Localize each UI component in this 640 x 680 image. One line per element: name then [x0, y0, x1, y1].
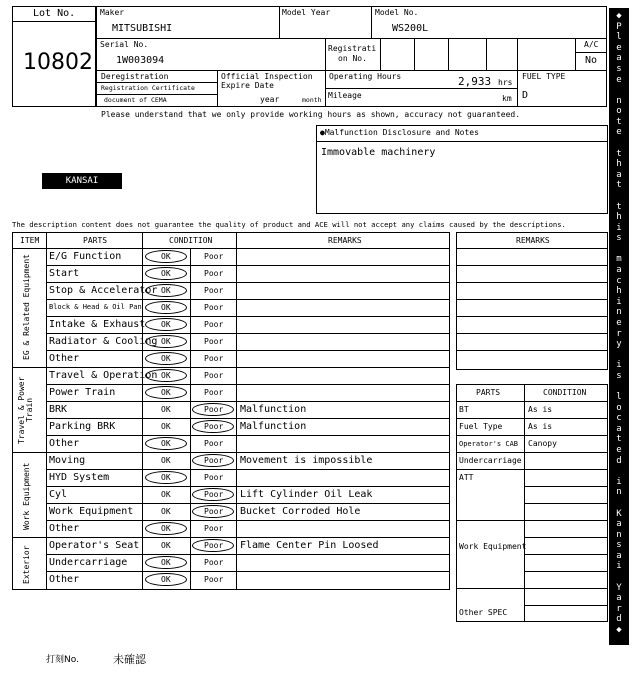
selected-condition-oval	[145, 352, 187, 365]
poor-option: Poor	[204, 490, 224, 499]
km-label: km	[502, 94, 512, 103]
sidebar-glyph: c	[616, 413, 622, 424]
group-label-eg: EG & Related Equipment	[22, 254, 31, 361]
poor-option: Poor	[204, 575, 224, 584]
ok-option: OK	[161, 541, 171, 550]
part-label: Work Equipment	[49, 506, 134, 517]
sidebar-glyph: e	[616, 445, 622, 456]
registration-certificate-label: Registration Certificate	[101, 84, 195, 92]
hrs-label: hrs	[498, 78, 513, 87]
spec-part: ATT	[459, 473, 474, 482]
location-sidebar	[609, 8, 629, 645]
sidebar-glyph: a	[616, 519, 622, 530]
selected-condition-oval	[192, 454, 234, 467]
part-label: Moving	[49, 455, 86, 466]
selected-condition-oval	[145, 267, 187, 280]
region-badge: KANSAI	[42, 173, 122, 189]
part-label: Cyl	[49, 489, 68, 500]
remarks-text: Malfunction	[240, 404, 307, 415]
sidebar-glyph: o	[616, 106, 622, 117]
poor-option: Poor	[204, 286, 224, 295]
ok-option: OK	[161, 286, 171, 295]
model-year-label: Model Year	[282, 8, 331, 17]
sidebar-glyph: t	[616, 116, 622, 127]
poor-option: Poor	[204, 422, 224, 431]
sidebar-glyph: l	[616, 392, 622, 403]
sidebar-glyph: h	[616, 286, 622, 297]
part-label: Undercarriage	[49, 557, 128, 568]
ok-option: OK	[161, 507, 171, 516]
spec-condition: As is	[528, 422, 553, 431]
mileage-label: Mileage	[328, 91, 362, 100]
remarks-text: Malfunction	[240, 421, 307, 432]
selected-condition-oval	[145, 522, 187, 535]
selected-condition-oval	[145, 437, 187, 450]
sidebar-glyph: P	[616, 21, 622, 32]
sidebar-glyph: n	[616, 95, 622, 106]
ok-option: OK	[161, 371, 171, 380]
poor-option: Poor	[204, 303, 224, 312]
sidebar-glyph: n	[616, 487, 622, 498]
group-label-exterior: Exterior	[22, 545, 31, 584]
ok-option: OK	[161, 269, 171, 278]
fuel-type-label: FUEL TYPE	[522, 72, 566, 81]
sidebar-glyph: h	[616, 212, 622, 223]
poor-option: Poor	[204, 320, 224, 329]
lot-number: 10802	[23, 50, 93, 75]
sidebar-glyph: a	[616, 53, 622, 64]
part-label: Travel & Operation	[49, 370, 158, 381]
part-label: Other	[49, 574, 80, 585]
part-label: Power Train	[49, 387, 116, 398]
ok-option: OK	[161, 320, 171, 329]
sidebar-glyph: a	[616, 265, 622, 276]
ok-option: OK	[161, 524, 171, 533]
poor-option: Poor	[204, 524, 224, 533]
sidebar-glyph: a	[616, 593, 622, 604]
sidebar-glyph: t	[616, 180, 622, 191]
sidebar-glyph: d	[616, 614, 622, 625]
sidebar-glyph: t	[616, 201, 622, 212]
col-parts-header: PARTS	[83, 236, 108, 245]
disclaimer-text: The description content does not guarantee the quality of product and ACE will not accept any claims caused by the descriptions.	[12, 220, 566, 229]
sidebar-glyph: a	[616, 550, 622, 561]
ok-option: OK	[161, 422, 171, 431]
spec-part: Other SPEC	[459, 608, 508, 617]
right-remarks-header: REMARKS	[516, 236, 550, 245]
part-label: Intake & Exhaust	[49, 319, 146, 330]
part-label: Start	[49, 268, 80, 279]
ac-value: No	[585, 55, 598, 66]
sidebar-glyph: ◆	[616, 625, 622, 635]
sidebar-glyph: d	[616, 455, 622, 466]
ok-option: OK	[161, 405, 171, 414]
ok-option: OK	[161, 558, 171, 567]
remarks-text: Lift Cylinder Oil Leak	[240, 489, 373, 500]
spec-part: Operator's CAB	[459, 440, 519, 448]
operating-hours-label: Operating Hours	[329, 72, 402, 81]
inspection-label-1: Official Inspection	[221, 72, 313, 81]
selected-condition-oval	[192, 488, 234, 501]
sidebar-glyph: e	[616, 318, 622, 328]
sidebar-glyph: c	[616, 275, 622, 286]
poor-option: Poor	[204, 269, 224, 278]
malfunction-title: ●Malfunction Disclosure and Notes	[320, 128, 479, 137]
sidebar-glyph: s	[616, 370, 622, 381]
part-label: Other	[49, 523, 80, 534]
ok-option: OK	[161, 337, 171, 346]
model-no-value: WS200L	[392, 23, 429, 34]
operating-hours-value: 2,933	[458, 75, 492, 88]
month-label: month	[302, 96, 322, 104]
lot-label: Lot No.	[33, 8, 76, 19]
ok-option: OK	[161, 388, 171, 397]
serial-label: Serial No.	[100, 40, 149, 49]
selected-condition-oval	[145, 335, 187, 348]
malfunction-box	[316, 125, 608, 214]
ac-label: A/C	[584, 40, 599, 49]
sidebar-glyph: n	[616, 529, 622, 540]
sidebar-glyph: e	[616, 42, 622, 53]
sidebar-glyph: i	[616, 296, 622, 307]
sidebar-glyph: e	[616, 127, 622, 138]
poor-option: Poor	[204, 354, 224, 363]
selected-condition-oval	[145, 386, 187, 399]
fuel-type-value: D	[522, 90, 529, 101]
col-condition-header: CONDITION	[169, 236, 213, 245]
part-label: Other	[49, 438, 80, 449]
ok-option: OK	[161, 439, 171, 448]
selected-condition-oval	[192, 403, 234, 416]
sidebar-glyph: i	[616, 561, 622, 572]
remarks-text: Flame Center Pin Loosed	[240, 540, 379, 551]
serial-value: 1W003094	[116, 55, 165, 66]
ok-option: OK	[161, 252, 171, 261]
ok-option: OK	[161, 303, 171, 312]
poor-option: Poor	[204, 541, 224, 550]
part-label: E/G Function	[49, 251, 122, 262]
remarks-text: Bucket Corroded Hole	[240, 506, 361, 517]
stamp-value: 未確認	[113, 653, 146, 666]
spec-condition: As is	[528, 405, 553, 414]
model-no-label: Model No.	[375, 8, 419, 17]
sidebar-glyph: i	[616, 476, 622, 487]
spec-part: Fuel Type	[459, 422, 503, 431]
selected-condition-oval	[192, 539, 234, 552]
deregistration-label: Deregistration	[101, 72, 169, 81]
sidebar-glyph: s	[616, 540, 622, 551]
stamp-label: 打刻No.	[46, 655, 79, 665]
registration-label-1: Registrati	[328, 44, 377, 53]
poor-option: Poor	[204, 558, 224, 567]
maker-label: Maker	[100, 8, 125, 17]
selected-condition-oval	[145, 284, 187, 297]
ok-option: OK	[161, 354, 171, 363]
poor-option: Poor	[204, 507, 224, 516]
sidebar-glyph: K	[616, 508, 622, 519]
ok-option: OK	[161, 575, 171, 584]
ok-option: OK	[161, 473, 171, 482]
spec-part: BT	[459, 405, 469, 414]
part-label: Block & Head & Oil Pan	[49, 303, 142, 311]
sidebar-glyph: r	[616, 328, 622, 339]
poor-option: Poor	[204, 371, 224, 380]
sidebar-glyph: l	[616, 32, 622, 43]
year-label: year	[260, 95, 280, 104]
selected-condition-oval	[145, 301, 187, 314]
selected-condition-oval	[145, 369, 187, 382]
part-label: Operator's Seat	[49, 540, 140, 551]
maker-value: MITSUBISHI	[112, 23, 173, 34]
sidebar-glyph: m	[616, 254, 622, 265]
inspection-label-2: Expire Date	[221, 81, 274, 90]
poor-option: Poor	[204, 252, 224, 261]
sidebar-glyph: r	[616, 603, 622, 614]
poor-option: Poor	[204, 439, 224, 448]
part-label: Stop & Accelerator	[49, 285, 158, 296]
selected-condition-oval	[145, 573, 187, 586]
poor-option: Poor	[204, 388, 224, 397]
ok-option: OK	[161, 456, 171, 465]
part-label: HYD System	[49, 472, 110, 483]
selected-condition-oval	[192, 420, 234, 433]
spec-col-condition: CONDITION	[543, 388, 587, 397]
sidebar-glyph: a	[616, 169, 622, 180]
working-hours-notice: Please understand that we only provide working hours as shown, accuracy not guaranteed.	[101, 110, 521, 119]
selected-condition-oval	[145, 471, 187, 484]
sidebar-glyph: t	[616, 148, 622, 159]
sidebar-glyph: h	[616, 159, 622, 170]
sidebar-glyph: y	[616, 339, 622, 350]
group-label-travel: Travel & Power Train	[17, 376, 34, 444]
sidebar-glyph: n	[616, 307, 622, 318]
poor-option: Poor	[204, 456, 224, 465]
sidebar-glyph: a	[616, 423, 622, 434]
sidebar-glyph: e	[616, 74, 622, 85]
part-label: Parking BRK	[49, 421, 116, 432]
spec-col-parts: PARTS	[476, 388, 501, 397]
part-label: BRK	[49, 404, 68, 415]
malfunction-text: Immovable machinery	[321, 147, 436, 158]
sidebar-glyph: ◆	[616, 11, 622, 21]
poor-option: Poor	[204, 337, 224, 346]
selected-condition-oval	[145, 556, 187, 569]
selected-condition-oval	[145, 318, 187, 331]
registration-label-2: on No.	[338, 54, 367, 63]
poor-option: Poor	[204, 405, 224, 414]
spec-condition: Canopy	[528, 439, 557, 448]
part-label: Radiator & Cooling	[49, 336, 158, 347]
sidebar-glyph: s	[616, 63, 622, 74]
col-remarks-header: REMARKS	[328, 236, 362, 245]
spec-part: Undercarriage	[459, 456, 522, 465]
cema-label: document of CEMA	[104, 96, 167, 104]
sidebar-glyph: i	[616, 360, 622, 371]
sidebar-glyph: Y	[616, 582, 622, 593]
spec-part: Work Equipment	[459, 542, 527, 551]
sidebar-glyph: o	[616, 402, 622, 413]
sidebar-glyph: i	[616, 222, 622, 233]
selected-condition-oval	[192, 505, 234, 518]
selected-condition-oval	[145, 250, 187, 263]
sidebar-glyph: t	[616, 434, 622, 445]
col-item-header: ITEM	[20, 236, 40, 245]
sidebar-glyph: s	[616, 233, 622, 244]
poor-option: Poor	[204, 473, 224, 482]
remarks-text: Movement is impossible	[240, 455, 373, 466]
group-label-work: Work Equipment	[22, 462, 31, 530]
part-label: Other	[49, 353, 80, 364]
ok-option: OK	[161, 490, 171, 499]
